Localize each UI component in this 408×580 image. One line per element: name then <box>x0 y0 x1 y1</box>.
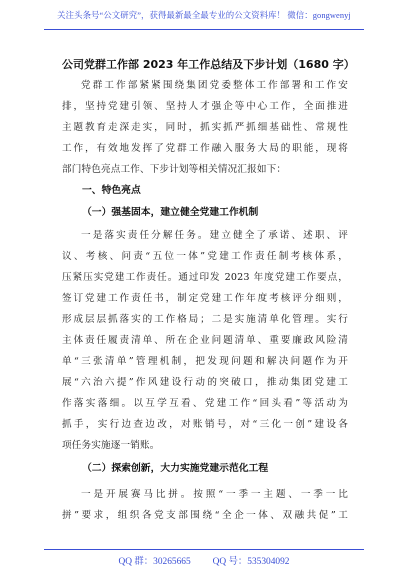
top-divider <box>44 29 364 30</box>
paragraph-line: 展“六治六提”作风建设行动的突破口，推动集团党建工 <box>62 377 348 388</box>
document-title: 公司党群工作部 2023 年工作总结及下步计划（1680 字） <box>62 58 355 71</box>
section-heading: 一、特色亮点 <box>82 185 141 196</box>
footer <box>0 553 408 567</box>
paragraph-line: 签订党建工作责任书，制定党建工作年度考核评分细则， <box>62 293 348 304</box>
paragraph-line: 压紧压实党建工作责任。通过印发 2023 年度党建工作要点， <box>62 272 348 283</box>
paragraph-line: 作落实落细。以互学互看、党建工作“回头看”等活动为 <box>62 398 348 409</box>
intro-line: 部门特色亮点工作、下步计划等相关情况汇报如下： <box>62 164 287 175</box>
paragraph-line: 议、考核、问责“五位一体”党建工作责任制考核体系， <box>62 251 348 262</box>
intro-line: 党群工作部紧紧围绕集团党委整体工作部署和工作安 <box>81 80 348 91</box>
paragraph-line: 一是落实责任分解任务。建立健全了承诺、述职、评 <box>81 230 348 241</box>
paragraph-line: 形成层层抓落实的工作格局；二是实施清单化管理。实行 <box>62 314 348 325</box>
footer-qq-group: QQ 群：30265665 <box>118 557 191 567</box>
subsection-heading: （一）强基固本，建立健全党建工作机制 <box>82 207 259 218</box>
paragraph-line: 项任务实施逐一销账。 <box>62 440 160 451</box>
bottom-divider <box>44 549 364 550</box>
paragraph-line: 单“三张清单”管理机制，把发现问题和解决问题作为开 <box>62 356 348 367</box>
paragraph-line: 拼”要求，组织各党支部围绕“全企一体、双融共促”工 <box>62 510 348 521</box>
paragraph-line: 主体责任履责清单、所在企业问题清单、重要廉政风险清 <box>62 335 348 346</box>
intro-line: 主题教育走深走实，同时，抓实抓严抓细基础性、常规性 <box>62 122 348 133</box>
intro-line: 工作，有效地发挥了党群工作融入服务大局的职能，现将 <box>62 143 348 154</box>
intro-line: 排，坚持党建引领、坚持人才强企等中心工作，全面推进 <box>62 101 348 112</box>
paragraph-line: 抓手，实行边查边改，对账销号，对“三化一创”建设各 <box>62 419 348 430</box>
footer-qq-number: QQ 号：535304092 <box>212 557 290 567</box>
top-banner: 关注头条号“公文研究”，获得最新最全最专业的公文资料库！ 微信：gongwenyj <box>57 11 351 20</box>
subsection-heading: （二）探索创新，大力实施党建示范化工程 <box>82 463 269 474</box>
paragraph-line: 一是开展赛马比拼。按照“一季一主题、一季一比 <box>81 489 348 500</box>
